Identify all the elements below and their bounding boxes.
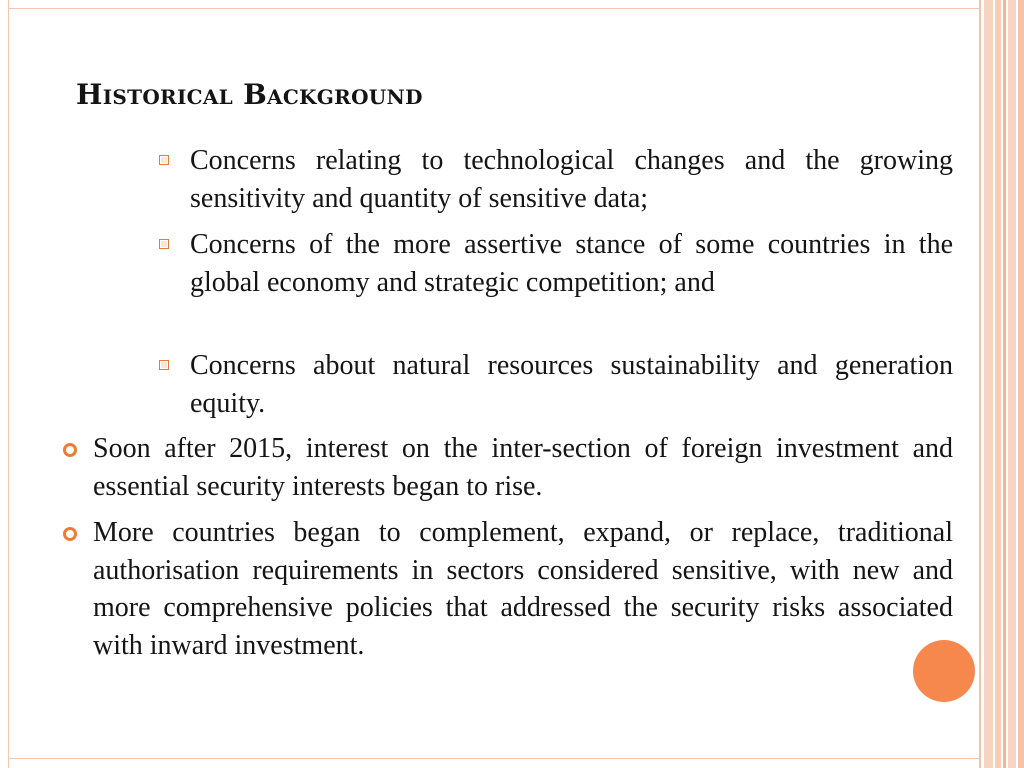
main-bullet-text: Soon after 2015, interest on the inter-section of foreign investment and essential security interests began to rise. — [93, 433, 953, 502]
frame-top-line — [8, 8, 980, 9]
square-bullet-icon — [159, 239, 169, 249]
right-stripe — [1003, 0, 1006, 768]
frame-left-line — [8, 0, 9, 768]
ring-bullet-icon — [63, 443, 77, 457]
slide-title: Historical Background — [76, 78, 423, 111]
frame-bottom-line — [8, 758, 980, 759]
square-bullet-icon — [159, 360, 169, 370]
sub-bullet-text: Concerns about natural resources sustainability and generation equity. — [190, 350, 953, 419]
sub-bullet-item — [190, 226, 953, 301]
main-bullet-item — [93, 430, 953, 505]
right-stripe — [1008, 0, 1016, 768]
orange-circle-decoration — [913, 640, 975, 702]
sub-bullet-item — [190, 347, 953, 422]
sub-bullet-text: Concerns relating to technological changes and the growing sensitivity and quantity of sensitive data; — [190, 145, 953, 214]
right-stripe — [995, 0, 1001, 768]
sub-bullet-item — [190, 142, 953, 217]
right-stripe — [1018, 0, 1024, 768]
main-bullet-item — [93, 514, 953, 664]
ring-bullet-icon — [63, 527, 77, 541]
right-stripe — [984, 0, 993, 768]
square-bullet-icon — [159, 155, 169, 165]
sub-bullet-text: Concerns of the more assertive stance of some countries in the global economy and strategic competition; and — [190, 229, 953, 298]
main-bullet-text: More countries began to complement, expand, or replace, traditional authorisation requirements in sectors considered sensitive, with new and more comprehensive policies that addressed the security risks associated with inward investment. — [93, 517, 953, 661]
right-stripe — [979, 0, 981, 768]
